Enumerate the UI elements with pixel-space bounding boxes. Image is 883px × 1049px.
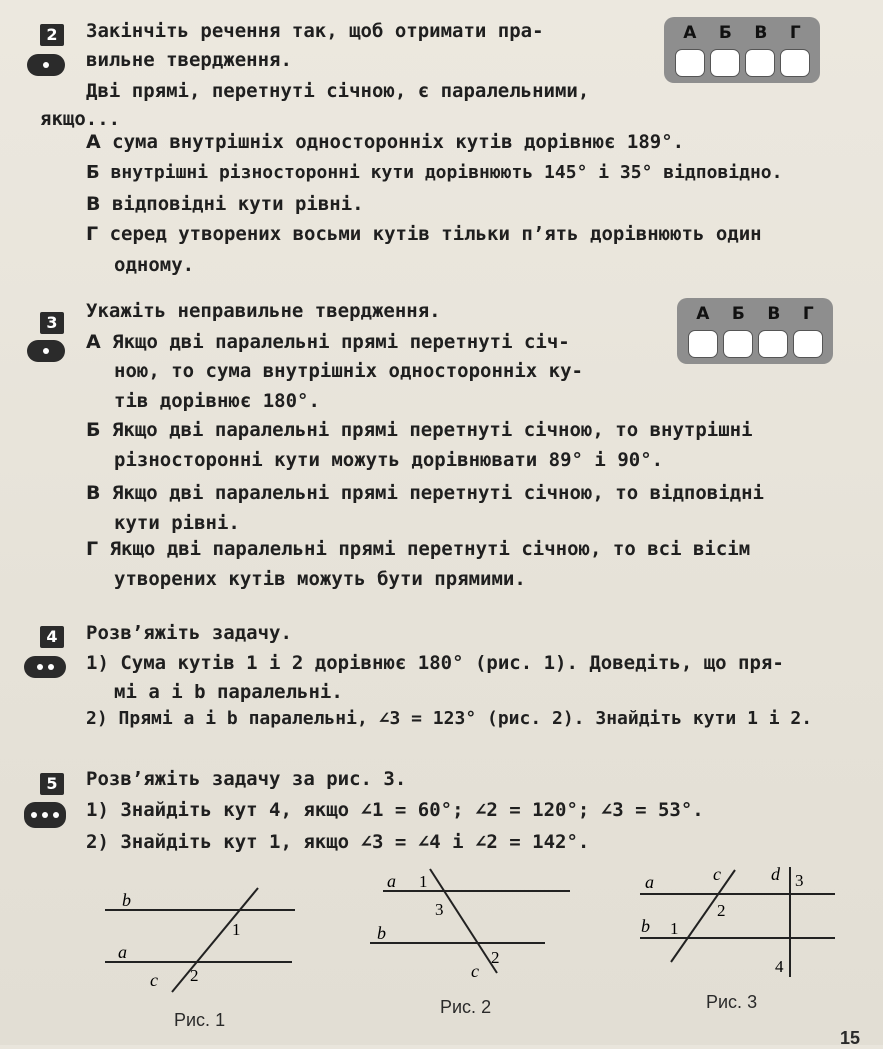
task-3-option-b-line-1: Б Якщо дві паралельні прямі перетнуті січною, то внутрішні [86, 419, 753, 441]
figure-3-caption: Рис. 3 [706, 992, 758, 1012]
label-a: a [118, 942, 127, 962]
answer-letter-b: Б [718, 23, 732, 43]
task-4-number: 4 [40, 626, 64, 648]
angle-1: 1 [670, 919, 679, 938]
label-a: a [645, 872, 654, 892]
figure-2 [365, 865, 580, 985]
label-c: c [471, 961, 479, 981]
answer-letter-a: А [683, 23, 697, 43]
task-3-option-b-line-2: різносторонні кути можуть дорівнювати 89° і 90°. [114, 449, 664, 471]
answer-box-b[interactable] [710, 49, 740, 77]
task-2-line-2: вильне твердження. [86, 49, 292, 71]
task-2-line-1: Закінчіть речення так, щоб отримати пра- [86, 20, 544, 42]
difficulty-level-3-icon [24, 802, 66, 828]
difficulty-level-1-icon [27, 54, 65, 76]
task-3-answer-grid [677, 298, 833, 364]
answer-letter-g: Г [789, 23, 801, 43]
difficulty-level-2-icon [24, 656, 66, 678]
task-5-item-1: 1) Знайдіть кут 4, якщо ∠1 = 60°; ∠2 = 120°; ∠3 = 53°. [86, 799, 704, 821]
task-2-option-g: Г серед утворених восьми кутів тільки п’ять дорівнюють один [86, 223, 762, 245]
task-2-number: 2 [40, 24, 64, 46]
task-5-number: 5 [40, 773, 64, 795]
answer-letter-a: А [696, 304, 710, 324]
task-2-line-4: якщо... [40, 108, 121, 130]
task-3-option-a-line-1: А Якщо дві паралельні прямі перетнуті січ- [86, 331, 570, 353]
label-a: a [387, 871, 396, 891]
task-5-title: Розв’яжіть задачу за рис. 3. [86, 768, 407, 790]
label-d: d [771, 864, 780, 884]
label-b: b [377, 923, 386, 943]
label-c: c [713, 864, 721, 884]
answer-letter-g: Г [802, 304, 814, 324]
answer-letter-v: В [754, 23, 768, 43]
answer-box-g[interactable] [780, 49, 810, 77]
angle-1: 1 [419, 872, 428, 891]
answer-letter-v: В [767, 304, 781, 324]
answer-box-a[interactable] [675, 49, 705, 77]
task-4-title: Розв’яжіть задачу. [86, 622, 292, 644]
angle-1: 1 [232, 920, 241, 939]
line-c [430, 869, 497, 973]
task-3-number: 3 [40, 312, 64, 334]
answer-box-v[interactable] [758, 330, 788, 358]
figure-2-caption: Рис. 2 [440, 997, 492, 1017]
task-4-item-2: 2) Прямі a і b паралельні, ∠3 = 123° (рис. 2). Знайдіть кути 1 і 2. [86, 708, 813, 729]
task-4-item-1-line-2: мі a і b паралельні. [114, 681, 343, 703]
task-2-answer-grid [664, 17, 820, 83]
task-3-option-v-line-1: В Якщо дві паралельні прямі перетнуті січною, то відповідні [86, 482, 764, 504]
page-number: 15 [840, 1028, 861, 1048]
task-3-title: Укажіть неправильне твердження. [86, 300, 441, 322]
answer-box-v[interactable] [745, 49, 775, 77]
label-b: b [122, 890, 131, 910]
task-3-option-a-line-2: ною, то сума внутрішніх односторонніх ку- [114, 360, 583, 382]
task-2-line-3: Дві прямі, перетнуті січною, є паралельними, [86, 80, 590, 102]
line-c [172, 888, 258, 992]
angle-3: 3 [795, 871, 804, 890]
answer-box-b[interactable] [723, 330, 753, 358]
answer-letter-b: Б [731, 304, 745, 324]
angle-4: 4 [775, 957, 784, 976]
task-2-option-v: В відповідні кути рівні. [86, 193, 364, 215]
figure-1 [100, 880, 310, 1000]
difficulty-level-1-icon [27, 340, 65, 362]
task-2-option-a: А сума внутрішніх односторонніх кутів дорівнює 189°. [86, 131, 685, 153]
angle-3: 3 [435, 900, 444, 919]
angle-2: 2 [491, 948, 500, 967]
task-3-option-g-line-1: Г Якщо дві паралельні прямі перетнуті січною, то всі вісім [86, 538, 751, 560]
task-3-option-a-line-3: тів дорівнює 180°. [114, 390, 320, 412]
angle-2: 2 [190, 966, 199, 985]
figure-3 [635, 862, 845, 987]
task-5-item-2: 2) Знайдіть кут 1, якщо ∠3 = ∠4 і ∠2 = 142°. [86, 831, 590, 853]
answer-box-a[interactable] [688, 330, 718, 358]
task-3-option-g-line-2: утворених кутів можуть бути прямими. [114, 568, 526, 590]
angle-2: 2 [717, 901, 726, 920]
task-4-item-1-line-1: 1) Сума кутів 1 і 2 дорівнює 180° (рис. 1). Доведіть, що пря- [86, 652, 784, 674]
label-b: b [641, 916, 650, 936]
task-3-option-v-line-2: кути рівні. [114, 512, 240, 534]
label-c: c [150, 970, 158, 990]
task-2-option-b: Б внутрішні різносторонні кути дорівнюють 145° і 35° відповідно. [86, 162, 783, 183]
task-2-option-g-cont: одному. [114, 254, 195, 276]
answer-box-g[interactable] [793, 330, 823, 358]
figure-1-caption: Рис. 1 [174, 1010, 226, 1030]
